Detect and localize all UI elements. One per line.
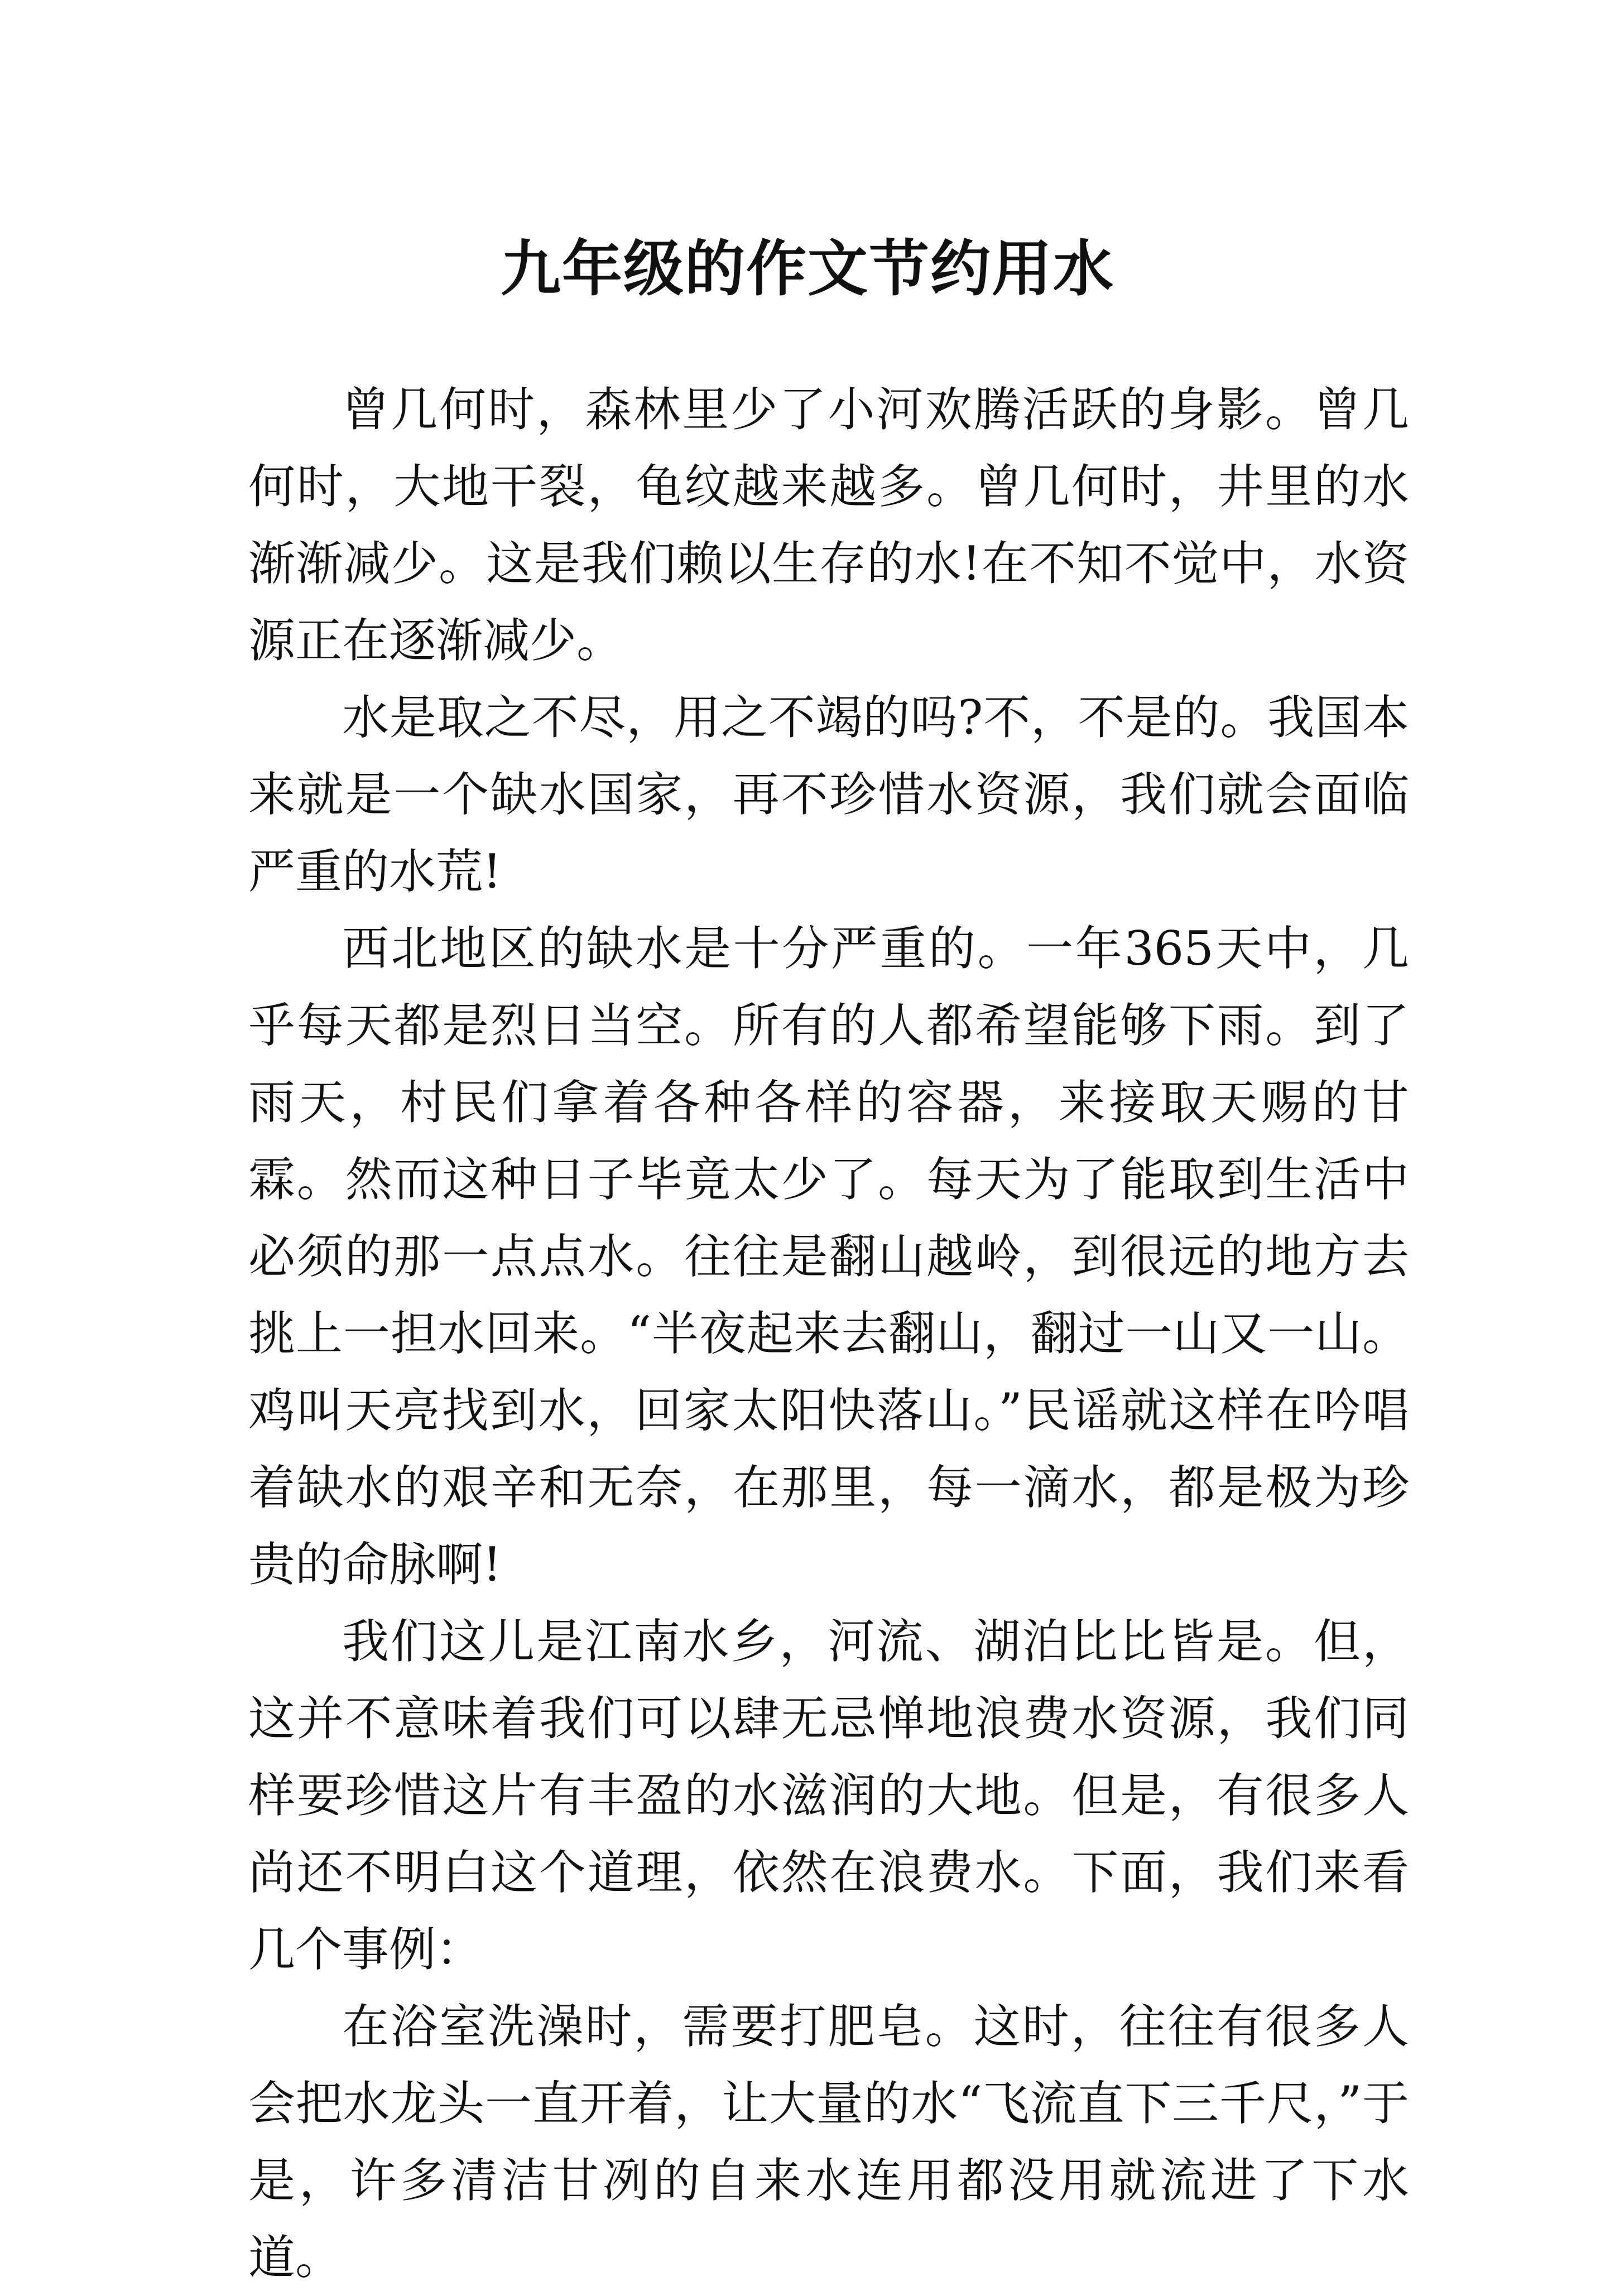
paragraph-1: 曾几何时，森林里少了小河欢腾活跃的身影。曾几何时，大地干裂，龟纹越来越多。曾几何时，井里的水渐渐减少。这是我们赖以生存的水!在不知不觉中，水资源正在逐渐减少。 bbox=[248, 382, 1409, 668]
paragraph-2: 水是取之不尽，用之不竭的吗?不，不是的。我国本来就是一个缺水国家，再不珍惜水资源，我们就会面临严重的水荒! bbox=[248, 690, 1409, 899]
essay-body bbox=[248, 371, 1409, 2296]
paragraph-5: 在浴室洗澡时，需要打肥皂。这时，往往有很多人会把水龙头一直开着，让大量的水“飞流直下三千尺，”于是，许多清洁甘冽的自来水连用都没用就流进了下水道。 bbox=[248, 1999, 1409, 2285]
paragraph-4: 我们这儿是江南水乡，河流、湖泊比比皆是。但，这并不意味着我们可以肆无忌惮地浪费水资源，我们同样要珍惜这片有丰盈的水滋润的大地。但是，有很多人尚还不明白这个道理，依然在浪费水。下面，我们来看几个事例： bbox=[248, 1614, 1409, 1977]
paragraph-3: 西北地区的缺水是十分严重的。一年365天中，几乎每天都是烈日当空。所有的人都希望能够下雨。到了雨天，村民们拿着各种各样的容器，来接取天赐的甘霖。然而这种日子毕竟太少了。每天为了能取到生活中必须的那一点点水。往往是翻山越岭，到很远的地方去挑上一担水回来。“半夜起来去翻山，翻过一山又一山。鸡叫天亮找到水，回家太阳快落山。”民谣就这样在吟唱着缺水的艰辛和无奈，在那里，每一滴水，都是极为珍贵的命脉啊! bbox=[248, 921, 1409, 1592]
page-title: 九年级的作文节约用水 bbox=[500, 234, 1114, 305]
